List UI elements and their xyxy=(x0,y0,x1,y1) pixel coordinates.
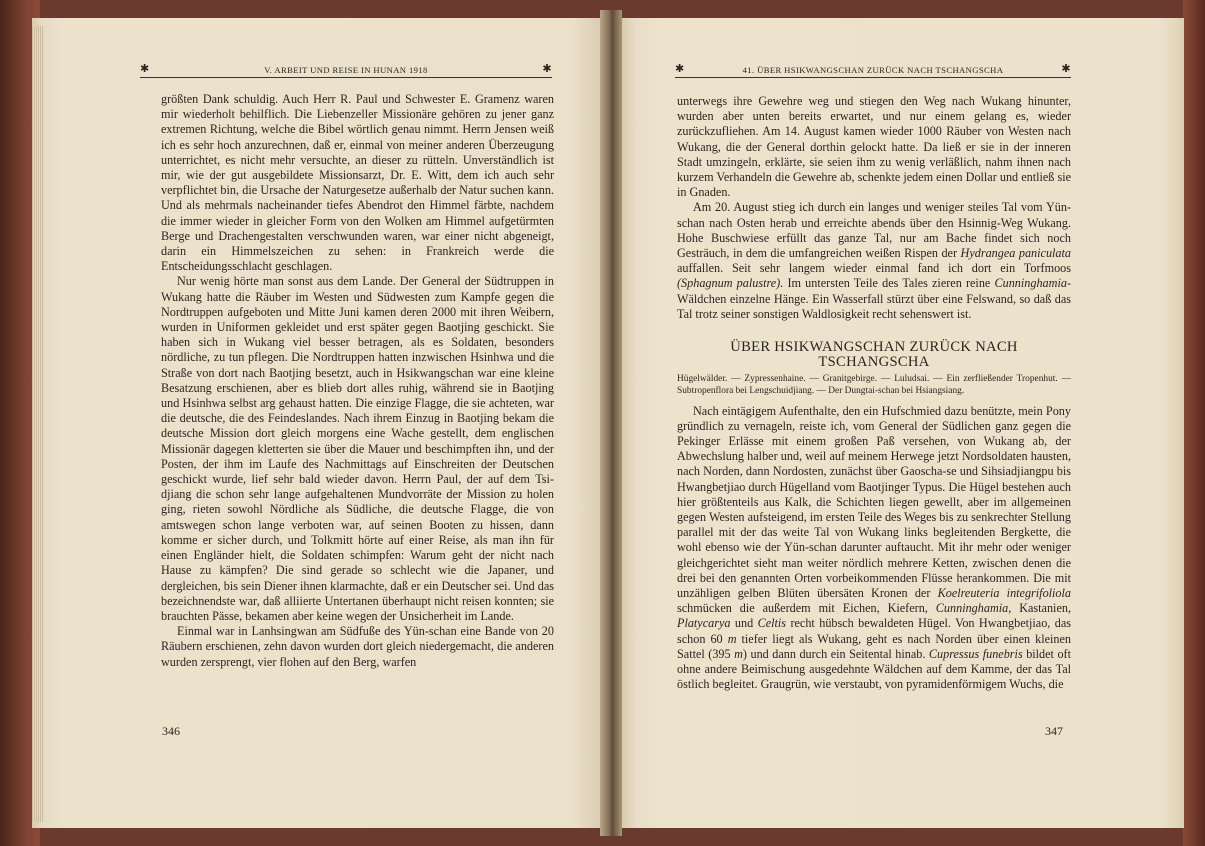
left-running-head-text: V. ARBEIT UND REISE IN HUNAN 1918 xyxy=(264,65,428,75)
text-run: bildet oft ohne andere Beimischung ausgedehnte Wäldchen auf dem Kamme, der das Tal östlich begleitet. Graugrün, wie verstaubt, von pyramidenförmigem Wuchs, die xyxy=(677,646,1071,692)
paragraph: Nur wenig hörte man sonst aus dem Lande. Der General der Südtruppen in Wukang hatte die Räuber im Westen und Südwesten zum Kampfe gegen die Nordtruppen aufgeboten und Mitte Juni kamen deren 2000 mit ihren Weibern, wurden in Uniformen gekleidet und erst später gegen Baotjing geschickt. Sie haben sich in Wukang viel besser betragen, als es Soldaten, besonders nördliche, zu tun pflegen. Die Nordtruppen hatten inzwischen Hsinhwa und die Straße von dort nach Baotjing besetzt, auch in Hsikwangschan war eine kleine Besatzung erschienen, aber es blieb dort alles ruhig, während sie in Baotjing und Hsinhwa selbst arg gehaust hatten. Die einzige Flagge, die sie achteten, war die deutsche, die des Feindeslandes. Nach ihrem Einzug in Baotjing bekam die deutsche Mission dort gleich morgens eine Wache gestellt, dem englischen Missionär dagegen kletterten sie über die Mauer und beschimpften ihn, und der Posten, der ihm im Laufe des Nachmittags auf Einschreiten der Deutschen geschickt wurde, lief sehr bald wieder davon. Herrn Paul, der auf dem Tsi-djiang die schon sehr lange aufgehaltenen Mundvorräte der Mission zu holen ging, rieten sowohl Nördliche als Südliche, die deutsche Flagge, die von amtswegen schon lange verboten war, auf seinen Booten zu hissen, dann komme er sicher durch, und Tolkmitt hörte auf einer Reise, als man ihn für einen Engländer hielt, die Soldaten schimpfen: Warum geht der nicht nach Hause zu kämpfen? Die sind gerade so schlecht wie die Japaner, und dergleichen, bis sein Diener ihnen klarmachte, daß er ein Deutscher sei. Und das bezeichnendste war, daß alliierte Untertanen überhaupt nicht reisen konnten; sie brauchten Pässe, bekamen aber keine wegen der Unsicherheit im Lande. xyxy=(161,274,554,623)
species-name: (Sphagnum palustre). xyxy=(677,276,784,291)
book-cover-right xyxy=(1183,0,1205,846)
species-name: Celtis xyxy=(757,616,787,631)
right-running-head-text: 41. ÜBER HSIKWANGSCHAN ZURÜCK NACH TSCHANGSCHA xyxy=(742,65,1004,75)
paragraph: Einmal war in Lanhsingwan am Südfuße des Yün-schan eine Bande von 20 Räubern erschienen, zehn davon wurden dort gleich niedergemacht, die anderen wurden zersprengt, vier flohen auf den Berg, warfen xyxy=(161,624,554,669)
right-running-head xyxy=(675,58,1071,78)
text-run: Nach eintägigem Aufenthalte, den ein Hufschmied dazu benützte, mein Pony gründlich zu vernageln, reiste ich, vom General der Südlichen ganz gegen die Pekinger Erlässe mit einem großen Paß versehen, von Wukang ab, der Abwechslung halber und, weil auf meinem Herwege jetzt Nordsoldaten hausten, nach Norden, dann Nordosten, zunächst über Gaoscha-se und Sihsiadjiangpu bis Hwangbetjiao durch Hügelland vom Baotjinger Typus. Die Hügel bestehen auch hier größtenteils aus Kalk, die Schichten liegen gewellt, aber im allgemeinen gegen Westen aufsteigend, im ersten Teile des Weges bis zu senkrechter Stellung parallel mit der das weite Tal von Wukang links begleitenden Bergkette, die wohl ebenso wie der Yün-schan darunter auftaucht. Mit ihr mehr oder weniger gleichgerichtet sieht man weiter nördlich mehrere Ketten, zwischen denen die drei bei den genannten Orten vorbeikommenden Flüsse herankommen. Die mit unzähligen gelben Blüten übersäten Kronen der xyxy=(677,403,1071,601)
left-running-head xyxy=(140,58,552,78)
species-name: Cunninghamia, xyxy=(935,601,1012,616)
text-run: Im untersten Teile des Tales zieren reine xyxy=(783,276,995,291)
section-summary: Hügelwälder. — Zypressenhaine. — Granitgebirge. — Luludsai. — Ein zerfließender Tropenhut. — Subtropenflora bei Lengschuidjiang. — Der Dungtai-schan bei Hsiangsiang. xyxy=(677,374,1071,397)
species-name: Cupressus funebris xyxy=(928,646,1023,661)
paragraph xyxy=(677,404,1071,693)
left-body-text xyxy=(161,92,554,670)
right-body-text xyxy=(677,94,1071,693)
right-page-number: 347 xyxy=(1045,724,1063,738)
asterisk-ornament-icon: ✱ xyxy=(1061,63,1071,75)
asterisk-ornament-icon: ✱ xyxy=(140,63,150,75)
text-run: -Wäldchen einzelne Hänge. Ein Wasserfall stürzt über eine Felswand, so daß das Tal trotz seiner sonstigen Waldlosigkeit recht sehenswert ist. xyxy=(677,276,1071,321)
text-run: recht hübsch bewaldeten Hügel. Von Hwangbetjiao, das schon 60 xyxy=(677,616,1072,646)
unit: m xyxy=(727,631,737,646)
text-run: schmücken die außerdem mit Eichen, Kiefern, xyxy=(677,601,936,616)
text-run: und xyxy=(730,616,758,631)
section-title: ÜBER HSIKWANGSCHAN ZURÜCK NACH TSCHANGSCHA xyxy=(730,339,1018,371)
species-name: Cunninghamia xyxy=(994,276,1067,291)
species-name: Hydrangea paniculata xyxy=(960,246,1071,261)
text-run: Kastanien, xyxy=(1011,601,1071,616)
page-stack xyxy=(32,26,44,822)
unit: m xyxy=(734,646,743,661)
paragraph xyxy=(677,200,1071,322)
paragraph: unterwegs ihre Gewehre weg und stiegen den Weg nach Wukang hinunter, wurden aber unten bereits erwartet, und nur einem gelang es, wieder zurückzufliehen. Am 14. August kamen wieder 1000 Räuber von Westen nach Wukang, die der General dorthin gelockt hatte. Da ließ er sie in der inneren Stadt umzingeln, erklärte, sie seien ihm zu wenig verläßlich, nahm ihnen nach kurzem Verhandeln die Gewehre ab, schenkte jedem einen Dollar und entließ sie in Gnaden. xyxy=(677,94,1071,200)
asterisk-ornament-icon: ✱ xyxy=(542,63,552,75)
asterisk-ornament-icon: ✱ xyxy=(675,63,685,75)
text-run: auffallen. Seit sehr langem wieder einmal fand ich dort ein Torfmoos xyxy=(677,261,1071,276)
text-run: Am 20. August stieg ich durch ein langes und weniger steiles Tal vom Yün-schan nach Osten herab und erreichte abends über den Hsinnig-Weg Wukang. Hohe Buschwiese erfüllt das ganze Tal, nur am Bache findet sich noch Gesträuch, in dem die umfangreichen weißen Rispen der xyxy=(677,200,1071,261)
text-run: tiefer liegt als Wukang, geht es nach Norden über einen kleinen Sattel (395 xyxy=(677,631,1071,661)
text-run: ) und dann durch ein Seitental hinab. xyxy=(742,646,929,661)
species-name: Koelreuteria integrifoliola xyxy=(937,586,1072,601)
left-page-number: 346 xyxy=(162,724,180,738)
paragraph: größten Dank schuldig. Auch Herr R. Paul und Schwester E. Gramenz waren mir wiederholt behilflich. Die Liebenzeller Missionäre gehören zu jener ganz extremen Richtung, welche die Bibel wörtlich genau nimmt. Herrn Jensen weiß ich es sehr hoch anzurechnen, daß er, einmal von meiner anderen Überzeugung unterrichtet, es nicht mehr versuchte, an dieser zu rütteln. Unverständlich ist mir, wie der gut ausgebildete Missionsarzt, Dr. E. Witt, dem ich auch sehr verpflichtet bin, die Ursache der Naturgesetze außerhalb der Natur suchen kann. Und als mehrmals nacheinander tiefes Abendrot den Himmel färbte, nachdem die immer wieder in gleicher Form von den Wolken am Himmel aufgetürmten Berge und Drachengestalten verschwunden waren, war einer nicht abgeneigt, darin ein Himmelszeichen zu sehen: in Frankreich werde die Entscheidungsschlacht geschlagen. xyxy=(161,92,554,274)
book-gutter xyxy=(600,10,622,836)
species-name: Platycarya xyxy=(677,616,731,631)
